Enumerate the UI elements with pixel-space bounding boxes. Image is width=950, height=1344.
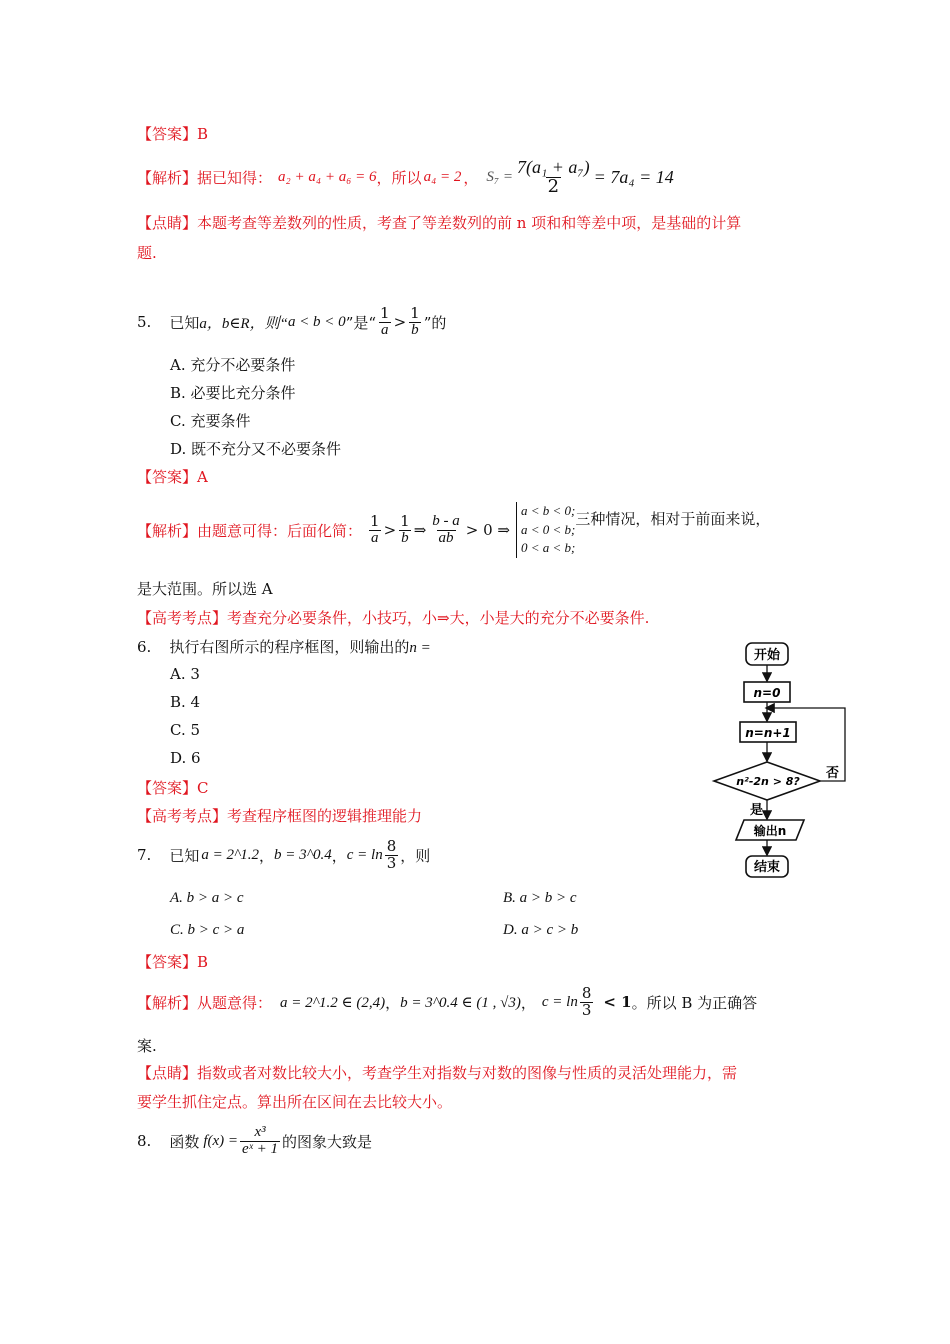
q4-analysis-line: 【解析】 据已知得： a₂ + a₄ + a₆ = 6 ，所以 a₄ = 2 ， S₇ = $\frac{\text{7(a₁ + a₇)}}{2}$ = 7a₄ = 14 — [137, 156, 674, 197]
q6-option-d: D. 6 — [170, 749, 201, 767]
q6-option-b: B. 4 — [170, 693, 201, 711]
comment-tag: 【点睛】 — [137, 214, 198, 232]
q7-option-a: A. b > a > c — [170, 890, 244, 906]
q5-frac1: $\frac{1}{a}$ — [380, 303, 390, 338]
q5-stem-b: ”是“ — [345, 313, 377, 332]
flow-init: n=0 — [753, 686, 781, 700]
q7-analysis-line2: 案. — [137, 1037, 157, 1055]
flow-output: 输出n — [753, 824, 787, 838]
q4-comment — [137, 212, 741, 233]
q7-comment-line2: 要学生抓住定点。算出所在区间在去比较大小。 — [137, 1093, 453, 1111]
q5-analysis-line2: 是大范围。所以选 A — [137, 580, 273, 598]
answer-value: A — [197, 468, 208, 486]
analysis-lead: 据已知得： — [197, 168, 273, 187]
q8-stem: 8. 函数 f(x) = $\frac{\text{x³}}{\text{eˣ + 1}}$ 的图象大致是 — [137, 1123, 373, 1157]
flow-cond: n²-2n > 8? — [736, 775, 800, 788]
q7-option-c: C. b > c > a — [170, 922, 245, 938]
q6-option-c: C. 5 — [170, 721, 201, 739]
q4-answer-line — [137, 123, 208, 144]
q7-option-b: B. a > b > c — [503, 890, 577, 906]
q5-analysis: 【解析】 由题意可得：后面化简： $\frac{1}{a}$ > $\frac{1}{b}$ ⇒ $\frac{b - a}{ab}$ > 0 ⇒ a < b < 0; a < 0 < b; 0 < a < b; 三种情况，相对于前面来说， — [137, 495, 770, 565]
q7-analysis: 【解析】 从题意得： a = 2^1.2 ∈ (2,4) ， b = 3^0.4 ∈ (1 , √3) ， c = ln $\frac{8}{3}$ < 1 。所以 B 为正确答 — [137, 983, 758, 1019]
q5-number: 5. — [137, 313, 152, 331]
analysis-tag: 【解析】 — [137, 168, 198, 187]
flowchart — [700, 640, 860, 880]
analysis-mid: ，所以 — [376, 168, 422, 187]
q6-option-a: A. 3 — [170, 665, 200, 683]
q5-option-a: A. 充分不必要条件 — [170, 356, 296, 374]
q5-stem-cond: a < b < 0 — [287, 313, 346, 330]
flow-yes: 是 — [750, 803, 764, 818]
q7-option-d: D. a > c > b — [503, 922, 579, 938]
q5-point: 【高考考点】考查充分必要条件，小技巧，小⇒大，小是大的充分不必要条件. — [137, 609, 650, 627]
analysis-tail: = 7a₄ = 14 — [593, 166, 674, 187]
q5-cases: a < b < 0; a < 0 < b; 0 < a < b; — [516, 502, 575, 559]
q6-stem: 6. 执行右图所示的程序框图，则输出的n = — [137, 638, 431, 656]
q5-option-c: C. 充要条件 — [170, 412, 251, 430]
comment-line1: 本题考查等差数列的性质，考查了等差数列的前 n 项和和等差中项，是基础的计算 — [197, 214, 742, 232]
q5-answer-line: 【答案】A — [137, 468, 208, 486]
analysis-s7: S₇ = — [486, 168, 514, 185]
flow-end: 结束 — [753, 860, 781, 875]
flow-start: 开始 — [753, 648, 781, 663]
q5-stem-c: ”的 — [423, 313, 447, 332]
q7-stem: 7. 已知 a = 2^1.2 ， b = 3^0.4 ， c = ln $\frac{8}{3}$ ，则 — [137, 836, 431, 872]
s7-fraction: $\frac{\text{7(a₁ + a₇)}}{2}$ — [517, 156, 590, 197]
analysis-eq2: a₄ = 2 — [423, 168, 462, 185]
q5-option-d: D. 既不充分又不必要条件 — [170, 440, 342, 458]
flow-step: n=n+1 — [745, 726, 791, 740]
answer-value: C — [197, 779, 209, 797]
q5-stem-vars: a，b∈R，则“ — [199, 315, 288, 332]
q5-stem: 5. 已知 a，b∈R，则“ a < b < 0 ”是“ $\frac{1}{a}$ > $\frac{1}{b}$ ”的 — [137, 303, 447, 338]
answer-tag: 【答案】 — [137, 125, 198, 143]
q4-comment-line2: 题. — [137, 244, 157, 262]
q5-option-b: B. 必要比充分条件 — [170, 384, 296, 402]
analysis-eq1: a₂ + a₄ + a₆ = 6 — [278, 168, 377, 185]
q6-point: 【高考考点】考查程序框图的逻辑推理能力 — [137, 807, 423, 825]
q6-answer-line: 【答案】C — [137, 779, 209, 797]
flow-no: 否 — [826, 766, 840, 781]
q5-frac2: $\frac{1}{b}$ — [410, 303, 420, 338]
q7-comment: 【点睛】指数或者对数比较大小，考查学生对指数与对数的图像与性质的灵活处理能力，需 — [137, 1064, 738, 1082]
answer-value: B — [197, 953, 209, 971]
q7-answer-line: 【答案】B — [137, 953, 209, 971]
q5-stem-a: 已知 — [169, 313, 200, 332]
answer-value: B — [197, 125, 209, 143]
